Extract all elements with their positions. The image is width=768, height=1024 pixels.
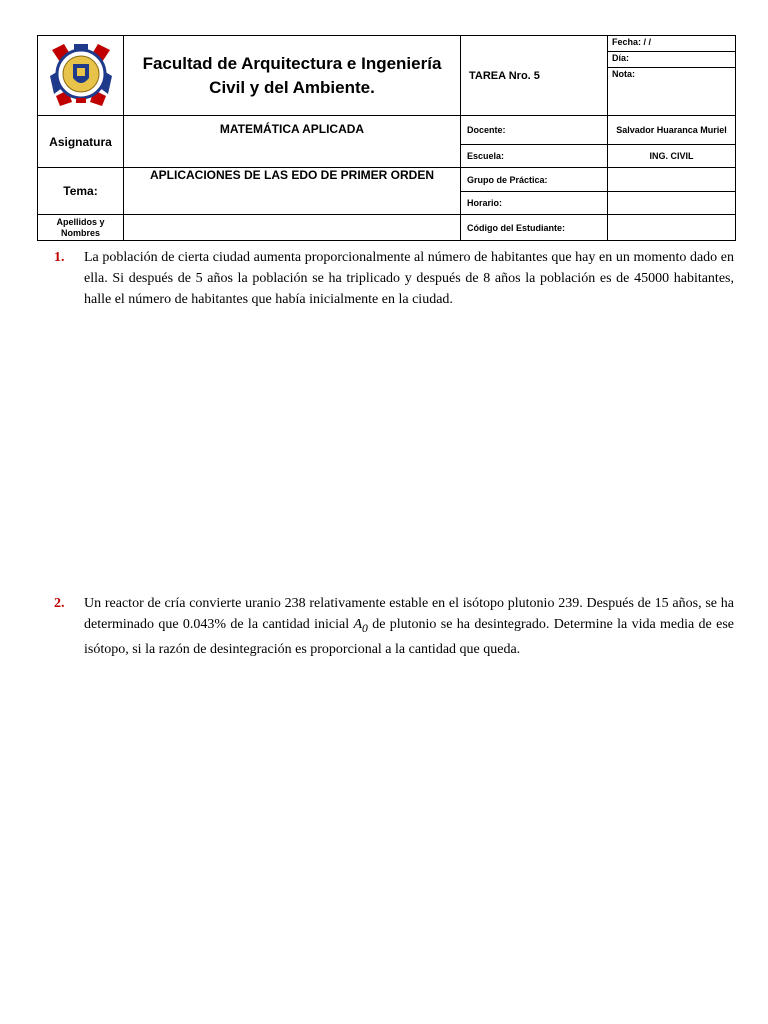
tema-value: APLICACIONES DE LAS EDO DE PRIMER ORDEN (124, 168, 461, 215)
escuela-label: Escuela: (461, 145, 608, 168)
apellidos-label: Apellidos y Nombres (38, 215, 124, 241)
horario-label: Horario: (461, 192, 608, 215)
codigo-label: Código del Estudiante: (461, 215, 608, 241)
apellidos-value (124, 215, 461, 241)
nota-field: Nota: (608, 68, 736, 116)
grupo-label: Grupo de Práctica: (461, 168, 608, 192)
tarea-number: TAREA Nro. 5 (461, 36, 608, 116)
codigo-value (608, 215, 736, 241)
escuela-value: ING. CIVIL (608, 145, 736, 168)
university-seal-icon (46, 36, 116, 110)
asignatura-value: MATEMÁTICA APLICADA (124, 116, 461, 168)
docente-label: Docente: (461, 116, 608, 145)
fecha-field: Fecha: / / (608, 36, 736, 52)
horario-value (608, 192, 736, 215)
problem-2-text: Un reactor de cría convierte uranio 238 relativamente estable en el isótopo plutonio 239. Después de 15 años, se ha determinado que 0.043% de la cantidad inicial $A_0$ de plutonio se ha desintegrado. Determine la vida media de ese isótopo, si la razón de desintegración es proporcional a la cantidad que queda. (84, 596, 734, 657)
problem-1-text: La población de cierta ciudad aumenta proporcionalmente al número de habitantes que hay en un momento dado en ella. Si después de 5 años la población se ha triplicado y después de 8 años la población es de 45000 habitantes, halle el número de habitantes que había inicialmente en la ciudad. (84, 250, 734, 307)
problem-2 (54, 593, 734, 660)
header-table (37, 35, 735, 245)
university-logo (38, 36, 124, 116)
grupo-value (608, 168, 736, 192)
asignatura-label: Asignatura (38, 116, 124, 168)
faculty-title: Facultad de Arquitectura e Ingeniería Civil y del Ambiente. (124, 36, 461, 116)
dia-field: Día: (608, 52, 736, 68)
problem-1 (54, 247, 734, 310)
problem-2-number: 2. (54, 596, 65, 611)
initial-amount-symbol: $A_0$ (353, 617, 368, 635)
docente-value: Salvador Huaranca Muriel (608, 116, 736, 145)
tema-label: Tema: (38, 168, 124, 215)
problem-1-number: 1. (54, 250, 65, 265)
